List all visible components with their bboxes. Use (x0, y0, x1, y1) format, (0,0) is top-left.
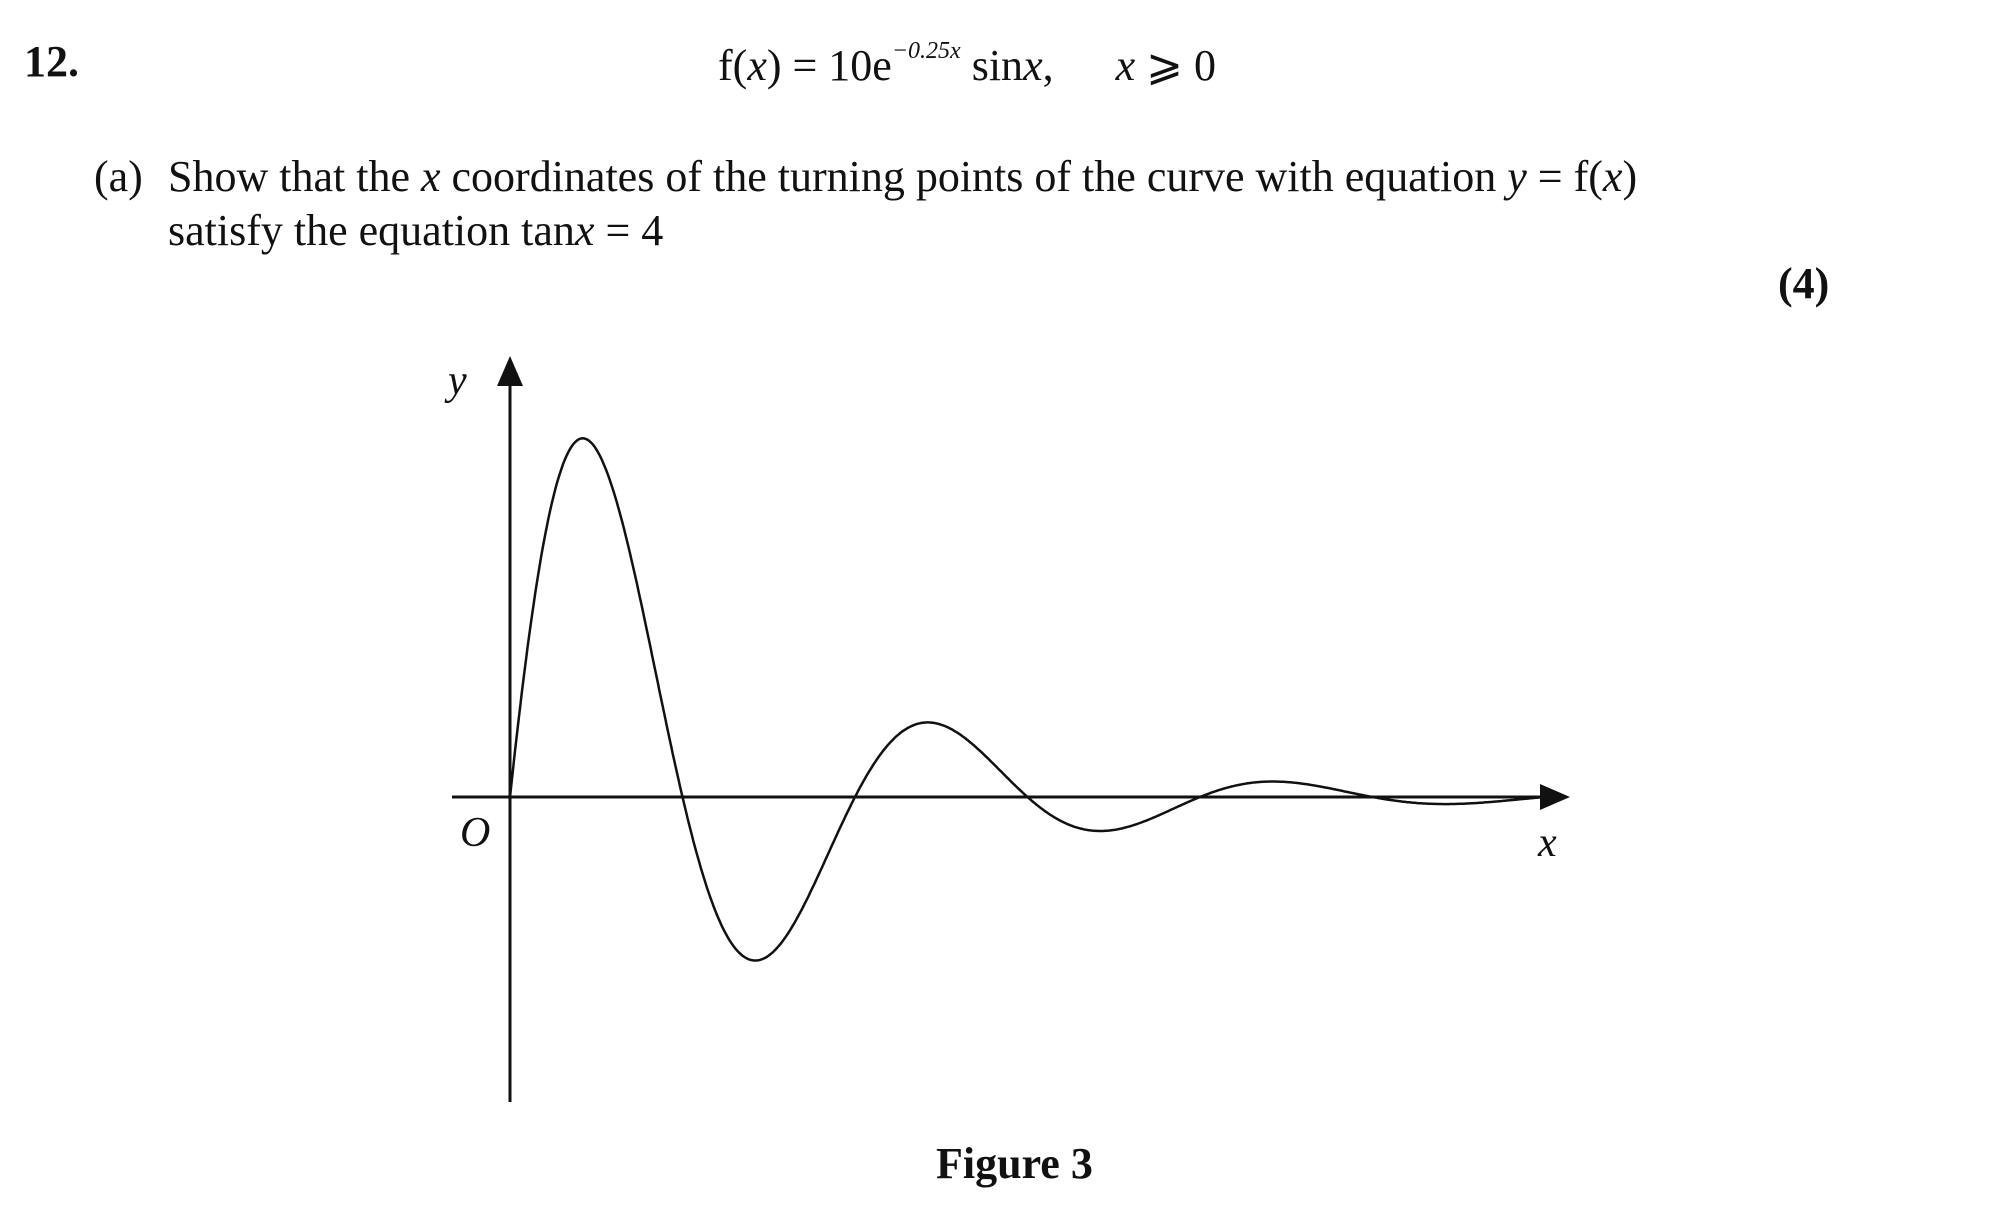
part-a-line1-c: = f( (1526, 152, 1603, 201)
part-a-line1-x2: x (1602, 152, 1623, 201)
question-number: 12. (24, 37, 79, 86)
figure-caption: Figure 3 (936, 1139, 1093, 1188)
formula-sin-x: x (1023, 41, 1043, 90)
formula-sin: sin (960, 41, 1024, 90)
formula-domain-x: x (1115, 41, 1136, 90)
origin-label: O (460, 810, 491, 856)
part-a-line2-a: satisfy the equation tan (168, 206, 575, 255)
y-axis-arrow-icon (497, 356, 523, 386)
part-a-line2-x: x (574, 206, 595, 255)
part-a-line1-b: coordinates of the turning points of the curve with equation (440, 152, 1508, 201)
formula-lhs-f: f( (718, 41, 748, 90)
function-curve (510, 438, 1545, 960)
y-axis-label: y (448, 358, 467, 404)
part-a-line1-y: y (1507, 152, 1527, 201)
formula-comma: , (1042, 41, 1054, 90)
formula-domain-rest: ⩾ 0 (1135, 41, 1216, 90)
formula-lhs-close: ) = 10e (766, 41, 892, 90)
part-a-marks: (4) (1778, 259, 1830, 308)
part-a-line1-x: x (420, 152, 441, 201)
formula-lhs-x: x (747, 41, 767, 90)
part-a-label: (a) (94, 152, 143, 201)
part-a-line1-a: Show that the (168, 152, 421, 201)
part-a-line1-d: ) (1622, 152, 1638, 201)
formula-exponent: −0.25x (891, 38, 961, 65)
x-axis-label: x (1538, 820, 1557, 866)
part-a-line2-b: = 4 (594, 206, 664, 255)
